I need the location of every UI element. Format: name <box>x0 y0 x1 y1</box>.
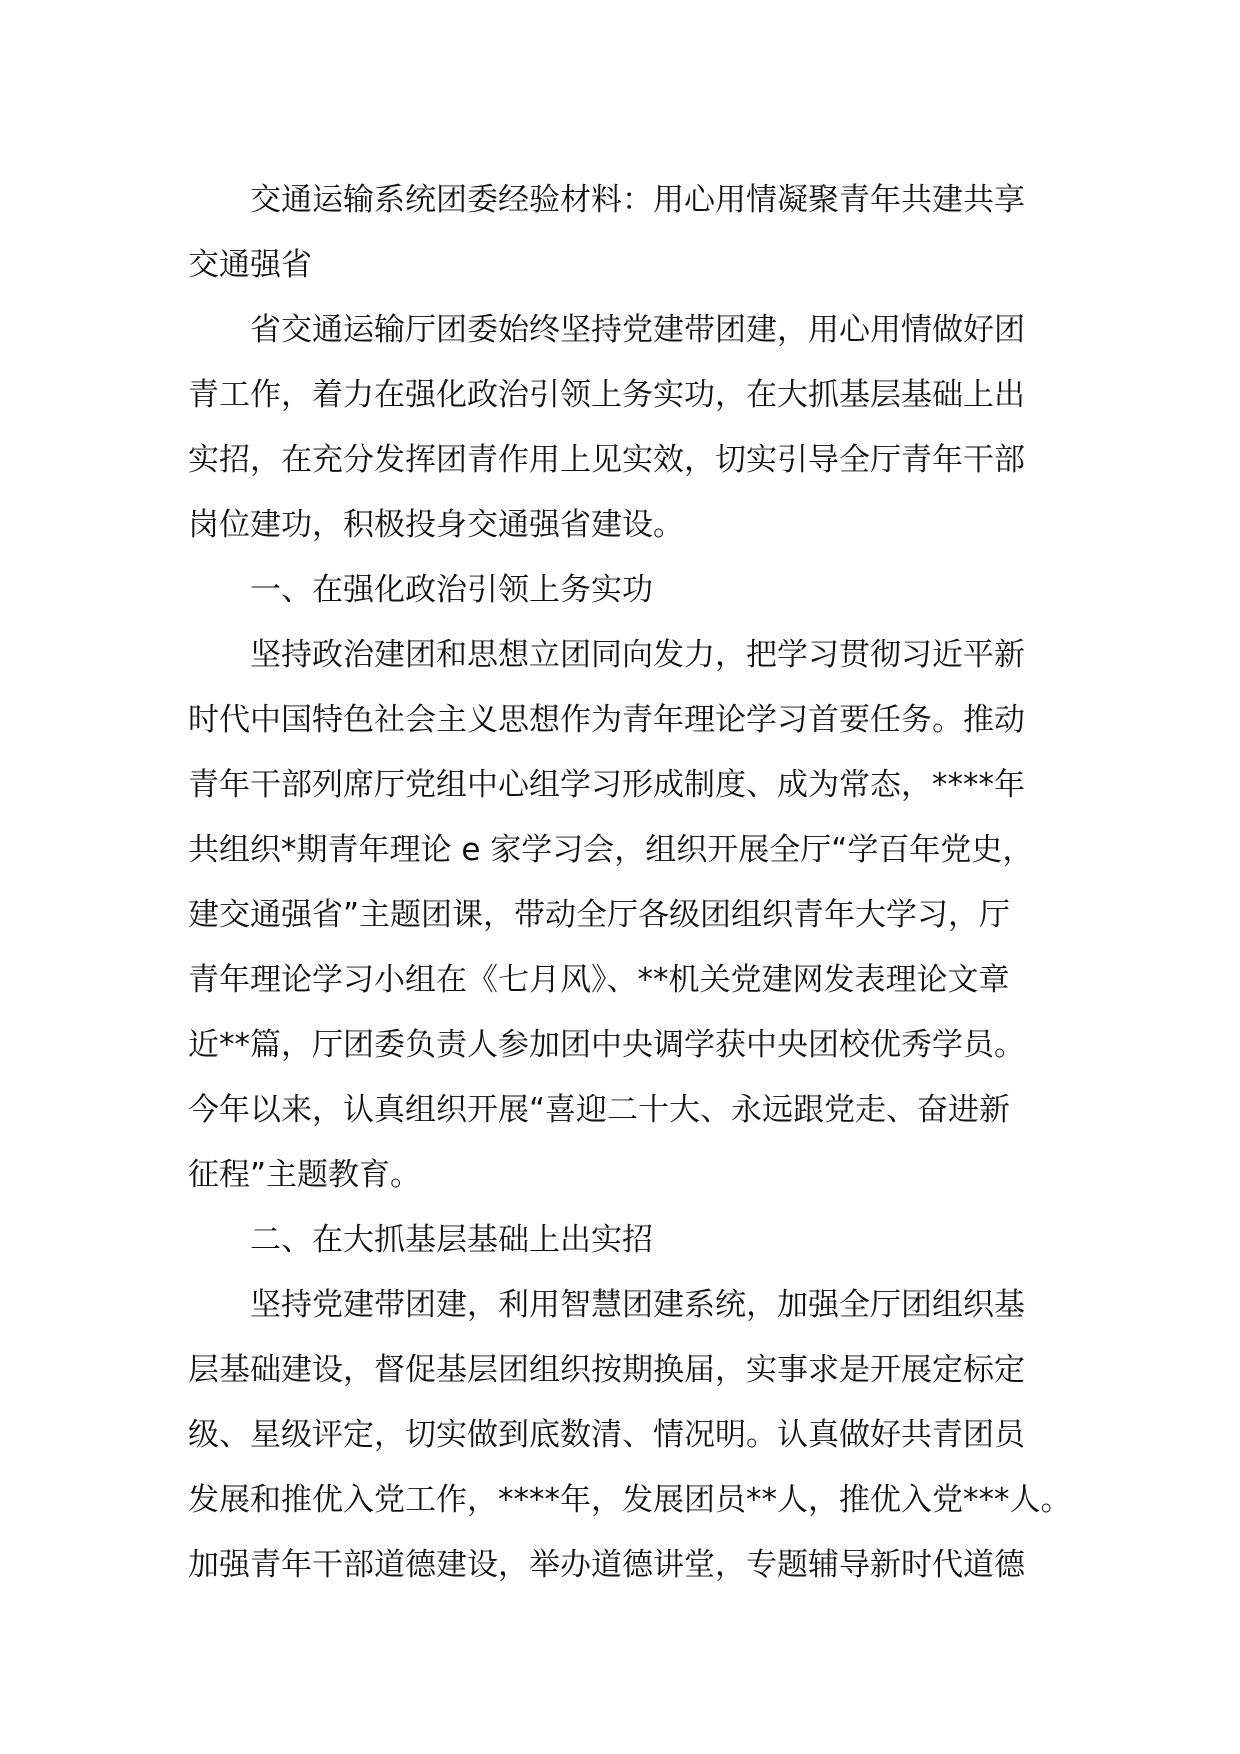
section2-line-4: 发展和推优入党工作，****年，发展团员**人，推优入党***人。 <box>188 1482 1072 1518</box>
section1-line-5: 建交通强省”主题团课，带动全厅各级团组织青年大学习，厅 <box>188 897 1011 933</box>
document-body <box>188 168 1072 1598</box>
section1-line-2: 时代中国特色社会主义思想作为青年理论学习首要任务。推动 <box>188 702 1025 738</box>
section1-line-1: 坚持政治建团和思想立团同向发力，把学习贯彻习近平新 <box>250 637 1025 673</box>
intro-line-2: 青工作，着力在强化政治引领上务实功，在大抓基层基础上出 <box>188 377 1025 413</box>
intro-line-3: 实招，在充分发挥团青作用上见实效，切实引导全厅青年干部 <box>188 442 1025 478</box>
section1-line-4: 共组织*期青年理论 e 家学习会，组织开展全厅“学百年党史， <box>188 832 1034 868</box>
section2-heading: 二、在大抓基层基础上出实招 <box>250 1222 653 1258</box>
section2-line-2: 层基础建设，督促基层团组织按期换届，实事求是开展定标定 <box>188 1352 1025 1388</box>
section2-line-3: 级、星级评定，切实做到底数清、情况明。认真做好共青团员 <box>188 1417 1025 1453</box>
title-line-2: 交通强省 <box>188 247 312 283</box>
section1-line-9: 征程”主题教育。 <box>188 1157 422 1193</box>
section2-line-1: 坚持党建带团建，利用智慧团建系统，加强全厅团组织基 <box>250 1287 1025 1323</box>
title-line-1: 交通运输系统团委经验材料：用心用情凝聚青年共建共享 <box>250 182 1025 218</box>
section1-heading: 一、在强化政治引领上务实功 <box>250 572 653 608</box>
section1-line-6: 青年理论学习小组在《七月风》、**机关党建网发表理论文章 <box>188 962 1010 998</box>
intro-line-1: 省交通运输厅团委始终坚持党建带团建，用心用情做好团 <box>250 312 1025 348</box>
section1-line-3: 青年干部列席厅党组中心组学习形成制度、成为常态，****年 <box>188 767 1025 803</box>
section1-line-8: 今年以来，认真组织开展“喜迎二十大、永远跟党走、奋进新 <box>188 1092 1011 1128</box>
intro-line-4: 岗位建功，积极投身交通强省建设。 <box>188 507 684 543</box>
section1-line-7: 近**篇，厅团委负责人参加团中央调学获中央团校优秀学员。 <box>188 1027 1025 1063</box>
section2-line-5: 加强青年干部道德建设，举办道德讲堂，专题辅导新时代道德 <box>188 1547 1025 1583</box>
